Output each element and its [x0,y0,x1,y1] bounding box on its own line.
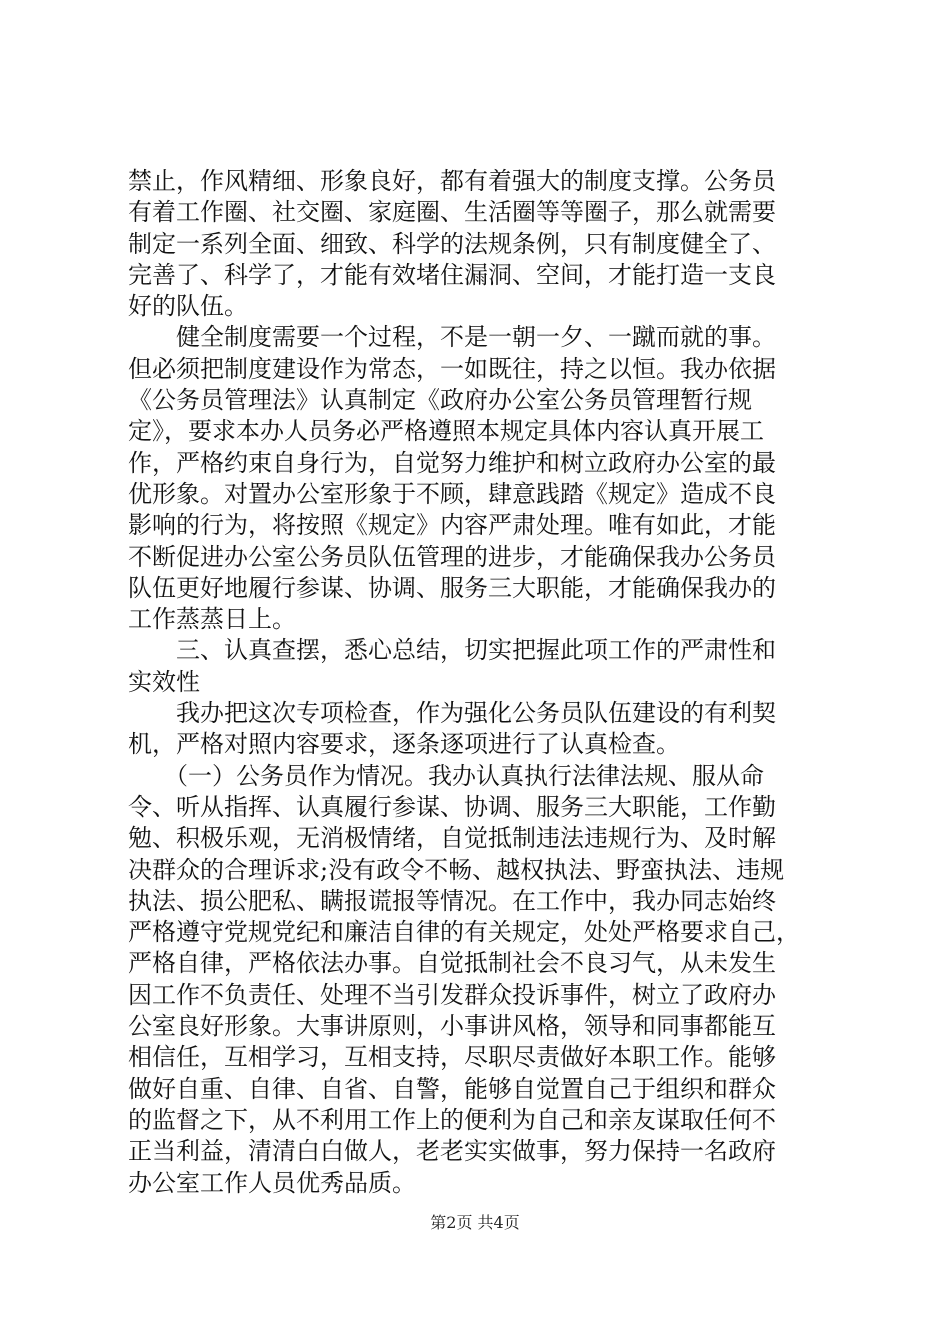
text-line: 做好自重、自律、自省、自警，能够自觉置自己于组织和群众 [128,1074,776,1103]
section-heading-line: 三、认真查摆，悉心总结，切实把握此项工作的严肃性和 [128,636,776,665]
text-line: 办公室工作人员优秀品质。 [128,1168,416,1197]
text-line: 《公务员管理法》认真制定《政府办公室公务员管理暂行规 [128,386,752,415]
text-line: 不断促进办公室公务员队伍管理的进步，才能确保我办公务员 [128,542,776,571]
text-line: 执法、损公肥私、瞒报谎报等情况。在工作中，我办同志始终 [128,886,776,915]
text-line: 健全制度需要一个过程，不是一朝一夕、一蹴而就的事。 [128,323,776,352]
text-line: 相信任，互相学习，互相支持，尽职尽责做好本职工作。能够 [128,1043,776,1072]
text-line: 勉、积极乐观，无消极情绪，自觉抵制违法违规行为、及时解 [128,824,776,853]
text-line: 完善了、科学了，才能有效堵住漏洞、空间，才能打造一支良 [128,260,776,289]
text-line: 严格自律，严格依法办事。自觉抵制社会不良习气，从未发生 [128,949,776,978]
text-line: 的监督之下，从不利用工作上的便利为自己和亲友谋取任何不 [128,1105,776,1134]
text-line: 禁止，作风精细、形象良好，都有着强大的制度支撑。公务员 [128,167,776,195]
text-line: 制定一系列全面、细致、科学的法规条例，只有制度健全了、 [128,229,776,258]
text-line: 工作蒸蒸日上。 [128,605,296,634]
page-footer [0,1212,950,1234]
text-line: 队伍更好地履行参谋、协调、服务三大职能，才能确保我办的 [128,573,776,602]
text-line: 令、听从指挥、认真履行参谋、协调、服务三大职能，工作勤 [128,792,776,821]
text-line: 作，严格约束自身行为，自觉努力维护和树立政府办公室的最 [128,448,776,477]
text-line: 我办把这次专项检查，作为强化公务员队伍建设的有利契 [128,699,776,728]
text-line: 但必须把制度建设作为常态，一如既往，持之以恒。我办依据 [128,354,776,383]
text-line: 公室良好形象。大事讲原则，小事讲风格，领导和同事都能互 [128,1012,776,1041]
text-line: 机，严格对照内容要求，逐条逐项进行了认真检查。 [128,730,680,759]
text-line: 因工作不负责任、处理不当引发群众投诉事件，树立了政府办 [128,980,776,1009]
text-line: 有着工作圈、社交圈、家庭圈、生活圈等等圈子，那么就需要 [128,198,776,227]
text-line: 影响的行为，将按照《规定》内容严肃处理。唯有如此，才能 [128,511,776,540]
text-line: 定》，要求本办人员务必严格遵照本规定具体内容认真开展工 [128,417,764,446]
text-line: （一）公务员作为情况。我办认真执行法律法规、服从命 [128,761,764,790]
text-line: 决群众的合理诉求;没有政令不畅、越权执法、野蛮执法、违规 [128,855,785,884]
body-text [128,166,828,1199]
text-line: 正当利益，清清白白做人，老老实实做事，努力保持一名政府 [128,1137,776,1166]
text-line: 严格遵守党规党纪和廉洁自律的有关规定，处处严格要求自己， [128,918,800,947]
page-number: 第2页 共4页 [430,1213,520,1232]
section-heading-line: 实效性 [128,667,200,696]
text-line: 优形象。对置办公室形象于不顾，肆意践踏《规定》造成不良 [128,479,776,508]
text-line: 好的队伍。 [128,292,248,321]
